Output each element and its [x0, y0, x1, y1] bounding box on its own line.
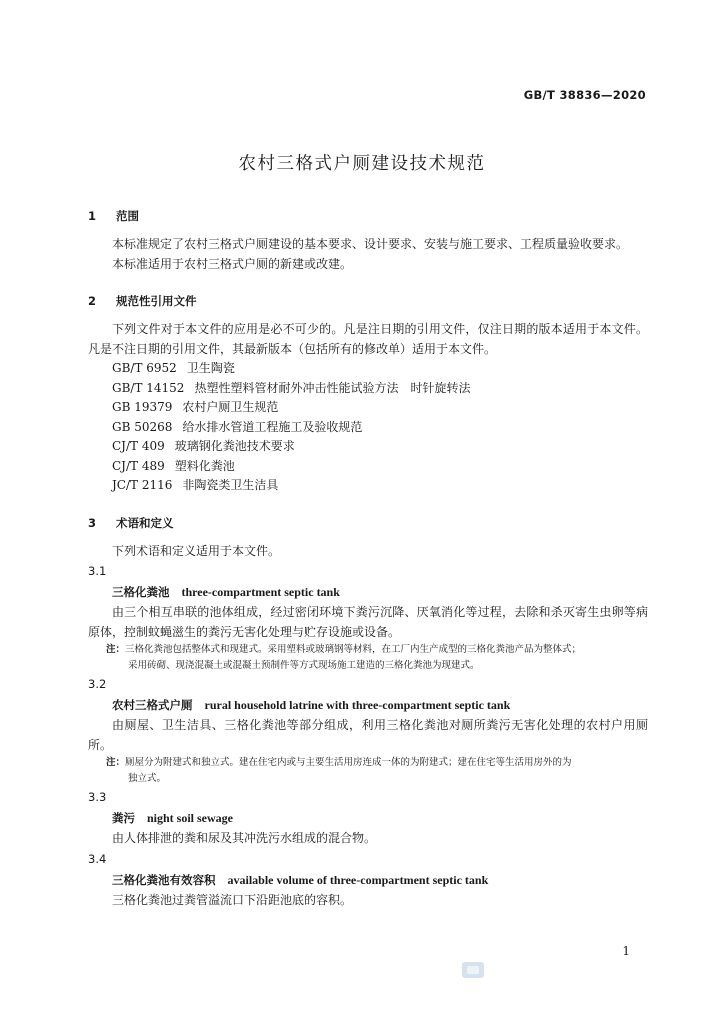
watermark-logo-icon	[462, 962, 484, 978]
term-heading	[112, 870, 648, 891]
section-number: 1	[88, 209, 97, 223]
note-text: 厕屋分为附建式和独立式。建在住宅内或与主要生活用房连成一体的为附建式；建在住宅等生活用房外的为	[125, 757, 572, 768]
reference-item	[112, 418, 648, 438]
reference-name: 玻璃钢化粪池技术要求	[174, 439, 295, 453]
paragraph: 下列术语和定义适用于本文件。	[112, 543, 281, 558]
note-text: 采用砖砌、现浇混凝土或混凝土预制件等方式现场施工建造的三格化粪池为现建式。	[128, 660, 480, 671]
term-number: 3.3	[88, 790, 107, 804]
term-definition: 由人体排泄的粪和尿及其冲洗污水组成的混合物。	[112, 831, 377, 845]
reference-name: 农村户厕卫生规范	[182, 400, 279, 414]
term-definition: 三格化粪池过粪管溢流口下沿距池底的容积。	[112, 892, 353, 907]
term-zh: 农村三格式户厕	[112, 698, 193, 712]
page-number: 1	[622, 944, 630, 958]
term-en: three-compartment septic tank	[181, 585, 340, 599]
term-heading	[112, 695, 648, 716]
term-en: rural household latrine with three-compartment septic tank	[204, 698, 511, 712]
reference-code: GB/T 14152	[112, 380, 185, 395]
reference-code: CJ/T 489	[112, 458, 165, 473]
term-number: 3.4	[88, 851, 107, 866]
term-number: 3.1	[88, 564, 107, 578]
section-title: 范围	[116, 209, 139, 223]
reference-code: CJ/T 409	[112, 439, 165, 453]
reference-item	[112, 437, 648, 457]
note-label: 注：	[106, 757, 126, 768]
term-en: available volume of three-compartment septic tank	[227, 872, 489, 887]
reference-name: 热塑性塑料管材耐外冲击性能试验方法 时针旋转法	[194, 380, 471, 395]
term-note	[106, 642, 648, 658]
reference-code: JC/T 2116	[112, 478, 173, 492]
term-en: night soil sewage	[147, 811, 234, 825]
note-text: 三格化粪池包括整体式和现建式。采用塑料或玻璃钢等材料，在工厂内生产成型的三格化粪池产品为整体式；	[125, 644, 582, 655]
section-title: 术语和定义	[116, 515, 174, 530]
reference-code: GB 50268	[112, 419, 173, 434]
reference-code: GB/T 6952	[112, 361, 177, 375]
document-title: 农村三格式户厕建设技术规范	[238, 154, 486, 174]
term-heading	[112, 582, 648, 603]
term-definition: 由三个相互串联的池体组成，经过密闭环境下粪污沉降、厌氧消化等过程，去除和杀灭寄生虫卵等病原体，控制蚊蝇滋生的粪污无害化处理与贮存设施或设备。	[88, 605, 648, 639]
paragraph: 本标准适用于农村三格式户厕的新建或改建。	[112, 256, 353, 271]
reference-name: 给水排水管道工程施工及验收规范	[182, 419, 363, 434]
reference-item	[112, 359, 648, 379]
section-title: 规范性引用文件	[116, 294, 197, 308]
reference-code: GB 19379	[112, 400, 173, 414]
note-label: 注：	[106, 644, 126, 655]
term-number: 3.2	[88, 677, 107, 691]
reference-list	[112, 359, 648, 496]
section-number: 2	[88, 294, 97, 308]
reference-item	[112, 476, 648, 496]
reference-item	[112, 398, 648, 418]
term-note-continued	[106, 771, 648, 787]
reference-name: 塑料化粪池	[174, 458, 235, 473]
term-heading	[112, 808, 648, 829]
reference-name: 非陶瓷类卫生洁具	[182, 478, 279, 492]
section-heading-scope	[88, 205, 648, 227]
paragraph: 本标准规定了农村三格式户厕建设的基本要求、设计要求、安装与施工要求、工程质量验收要求。	[112, 237, 629, 251]
reference-name: 卫生陶瓷	[186, 361, 235, 375]
note-text: 独立式。	[128, 773, 167, 784]
term-note	[106, 755, 648, 771]
document-body	[88, 205, 648, 910]
term-note-continued	[106, 658, 648, 674]
section-number: 3	[88, 515, 97, 530]
term-zh: 三格化粪池有效容积	[112, 872, 216, 887]
term-zh: 粪污	[112, 811, 135, 825]
standard-code: GB/T 38836—2020	[523, 88, 646, 102]
section-heading-terms	[88, 512, 648, 534]
term-zh: 三格化粪池	[112, 585, 170, 599]
reference-item	[112, 457, 648, 477]
paragraph: 下列文件对于本文件的应用是必不可少的。凡是注日期的引用文件，仅注日期的版本适用于本文件。凡是不注日期的引用文件，其最新版本（包括所有的修改单）适用于本文件。	[88, 322, 648, 356]
term-definition: 由厕屋、卫生洁具、三格化粪池等部分组成，利用三格化粪池对厕所粪污无害化处理的农村户用厕所。	[88, 718, 648, 752]
section-heading-references	[88, 290, 648, 312]
reference-item	[112, 379, 648, 399]
